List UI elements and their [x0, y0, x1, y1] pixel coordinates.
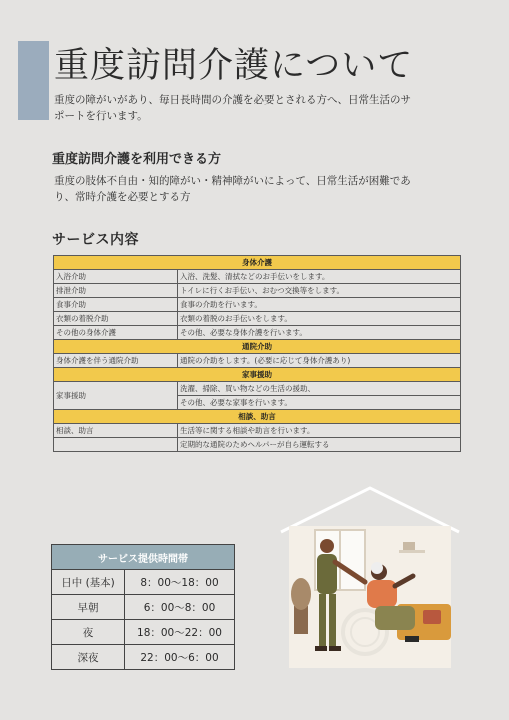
table-row — [54, 424, 461, 438]
table-row — [54, 298, 461, 312]
service-label: 入浴介助 — [54, 270, 178, 284]
category-label: 身体介護 — [54, 256, 461, 270]
category-label: 家事援助 — [54, 368, 461, 382]
service-label: 身体介護を伴う通院介助 — [54, 354, 178, 368]
hours-heading: サービス提供時間帯 — [52, 545, 235, 570]
category-label: 相談、助言 — [54, 410, 461, 424]
service-description: 衣類の着脱のお手伝いをします。 — [178, 312, 461, 326]
service-description: 入浴、洗髪、清拭などのお手伝いをします。 — [178, 270, 461, 284]
table-row — [54, 354, 461, 368]
caregiver-illustration — [279, 486, 461, 670]
page-title: 重度訪問介護について — [54, 46, 414, 86]
roof-outline — [281, 488, 459, 532]
title-accent-bar — [18, 41, 49, 120]
service-description: その他、必要な身体介護を行います。 — [178, 326, 461, 340]
category-row — [54, 256, 461, 270]
eligibility-text: 重度の肢体不自由・知的障がい・精神障がいによって、日常生活が困難であり、常時介護を必要とする方 — [54, 175, 411, 203]
table-row — [54, 312, 461, 326]
hours-table — [51, 544, 235, 670]
service-description: その他、必要な家事を行います。 — [178, 396, 461, 410]
service-description: 通院の介助をします。(必要に応じて身体介護あり) — [178, 354, 461, 368]
services-heading: サービス内容 — [52, 232, 139, 248]
caregiver-head — [320, 539, 334, 553]
hours-time: 18：00〜22：00 — [125, 620, 235, 645]
table-row — [54, 438, 461, 452]
category-row — [54, 410, 461, 424]
service-description: トイレに行くお手伝い、おむつ交換等をします。 — [178, 284, 461, 298]
service-label: 家事援助 — [54, 382, 178, 410]
table-row — [54, 284, 461, 298]
category-row — [54, 368, 461, 382]
service-description: 食事の介助を行います。 — [178, 298, 461, 312]
service-label: 衣類の着脱介助 — [54, 312, 178, 326]
table-row — [52, 595, 235, 620]
table-row — [54, 270, 461, 284]
service-label: その他の身体介護 — [54, 326, 178, 340]
table-row — [52, 645, 235, 670]
table-row — [54, 382, 461, 396]
service-description: 洗濯、掃除、買い物などの生活の援助、 — [178, 382, 461, 396]
service-label — [54, 438, 178, 452]
category-row — [54, 340, 461, 354]
service-label: 相談、助言 — [54, 424, 178, 438]
category-label: 通院介助 — [54, 340, 461, 354]
hours-time: 8：00〜18：00 — [125, 570, 235, 595]
service-label: 食事介助 — [54, 298, 178, 312]
hours-label: 早朝 — [52, 595, 125, 620]
hours-label: 日中 (基本) — [52, 570, 125, 595]
table-row — [52, 620, 235, 645]
hours-time: 22：00〜6：00 — [125, 645, 235, 670]
table-row — [54, 326, 461, 340]
plant-pot — [294, 606, 308, 634]
plant-leaves — [291, 578, 311, 610]
table-row — [52, 570, 235, 595]
patient-body — [367, 580, 397, 608]
service-label: 排泄介助 — [54, 284, 178, 298]
services-table — [53, 255, 461, 452]
service-description: 定期的な通院のためヘルパーが自ら運転する — [178, 438, 461, 452]
eligibility-heading: 重度訪問介護を利用できる方 — [52, 152, 222, 167]
hours-label: 夜 — [52, 620, 125, 645]
service-description: 生活等に関する相談や助言を行います。 — [178, 424, 461, 438]
hours-time: 6：00〜8：00 — [125, 595, 235, 620]
intro-text: 重度の障がいがあり、毎日長時間の介護を必要とされる方へ、日常生活のサポートを行います。 — [54, 94, 411, 122]
hours-label: 深夜 — [52, 645, 125, 670]
